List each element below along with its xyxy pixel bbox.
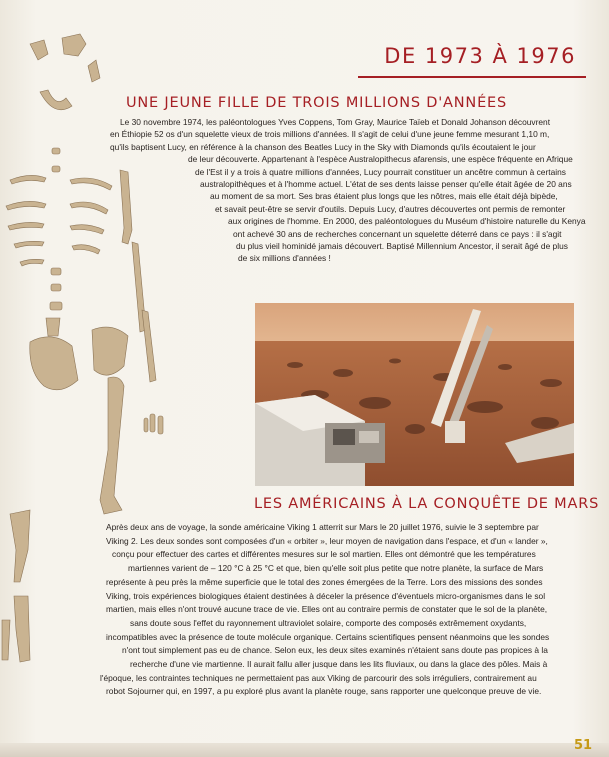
text-line: incompatibles avec la présence de toute molécule organique. Certains scientifiques pensent néanmoins que les sondes: [106, 631, 550, 642]
text-line: représente à peu près la même superficie que le total des zones émergées de la Terre. Lors des missions des sondes: [106, 576, 543, 587]
text-line: et savait peut-être se servir d'outils. Depuis Lucy, d'autres découvertes ont permis de remonter: [215, 203, 566, 214]
mars-viking-photo: [255, 303, 574, 486]
paragraph-mars: [100, 521, 595, 699]
text-line: l'époque, les contraintes techniques ne permettaient pas aux Viking de parcourir des sols irréguliers, contrairement au: [100, 672, 537, 683]
text-line: de six millions d'années !: [238, 253, 331, 264]
text-line: ont achevé 30 ans de recherches concernant un squelette déterré dans ce pays : il s'agit: [233, 228, 562, 239]
section-title-lucy: UNE JEUNE FILLE DE TROIS MILLIONS D'ANNÉES: [126, 95, 507, 111]
text-line: recherche d'une vie martienne. Il aurait fallu aller jusque dans les lits fluviaux, ou dans la glace des pôles. Mais à: [130, 659, 548, 670]
chapter-title: DE 1973 À 1976: [384, 44, 576, 68]
text-line: sans doute sous l'effet du rayonnement ultraviolet solaire, comporte des composés extrêmement oxydants,: [130, 617, 527, 628]
text-line: au moment de sa mort. Ses bras étaient plus longs que les nôtres, mais elle était déjà bipède,: [210, 191, 558, 202]
text-line: Après deux ans de voyage, la sonde américaine Viking 1 atterrit sur Mars le 20 juillet 1976, suivie le 3 septembre par: [106, 522, 539, 532]
text-line: en Éthiopie 52 os d'un squelette vieux de trois millions d'années. Il s'agit de celui d'une jeune femme mesurant 1,10 m,: [110, 129, 550, 140]
text-line: Le 30 novembre 1974, les paléontologues Yves Coppens, Tom Gray, Maurice Taïeb et Donald Johanson découvrent: [120, 117, 551, 127]
text-line: qu'ils baptisent Lucy, en référence à la chanson des Beatles Lucy in the Sky with Diamonds qu'ils écoutaient le jour: [110, 141, 536, 152]
text-line: du plus vieil hominidé jamais découvert. Baptisé Millennium Ancestor, il serait âgé de plus: [236, 241, 568, 252]
paragraph-lucy: [70, 116, 602, 265]
text-line: martiennes varient de – 120 °C à 25 °C et que, bien qu'elle soit plus petite que notre planète, la surface de Mars: [128, 563, 544, 574]
section-title-mars: LES AMÉRICAINS À LA CONQUÊTE DE MARS: [254, 496, 600, 512]
text-line: Viking, trois expériences biologiques étaient destinées à déceler la présence d'éventuels micro-organismes dans le sol: [106, 590, 546, 601]
text-line: n'ont tout simplement pas eu de chance. Selon eux, les deux sites examinés n'étaient sans doute pas propices à la: [122, 645, 548, 656]
chapter-header: [358, 44, 586, 78]
text-line: de l'Est il y a trois à quatre millions d'années, Lucy pourrait constituer un ancêtre commun à certains: [195, 166, 566, 177]
page-number: 51: [574, 738, 593, 753]
text-line: de leur découverte. Appartenant à l'espèce Australopithecus afarensis, une espèce fréquente en Afrique: [188, 154, 573, 165]
text-line: australopithèques et à l'homme actuel. L'état de ses dents laisse penser qu'elle était âgée de 20 ans: [200, 179, 572, 190]
text-line: robot Sojourner qui, en 1997, a pu exploré plus avant la planète rouge, sans rapporter une quelconque preuve de vie.: [106, 686, 542, 697]
text-line: conçu pour effectuer des cartes et différentes mesures sur le sol martien. Elles ont démontré que les températures: [112, 549, 536, 560]
page-edge: [0, 743, 609, 757]
text-line: Viking 2. Les deux sondes sont composées d'un « orbiter », leur moyen de navigation dans l'espace, et d'un « lander »,: [106, 535, 548, 546]
text-line: aux origines de l'homme. En 2000, des paléontologues du Muséum d'histoire naturelle du Kenya: [228, 216, 586, 227]
text-line: martien, mais elles n'ont trouvé aucune trace de vie. Elles ont au contraire permis de constater que le sol de la planète,: [106, 604, 548, 615]
